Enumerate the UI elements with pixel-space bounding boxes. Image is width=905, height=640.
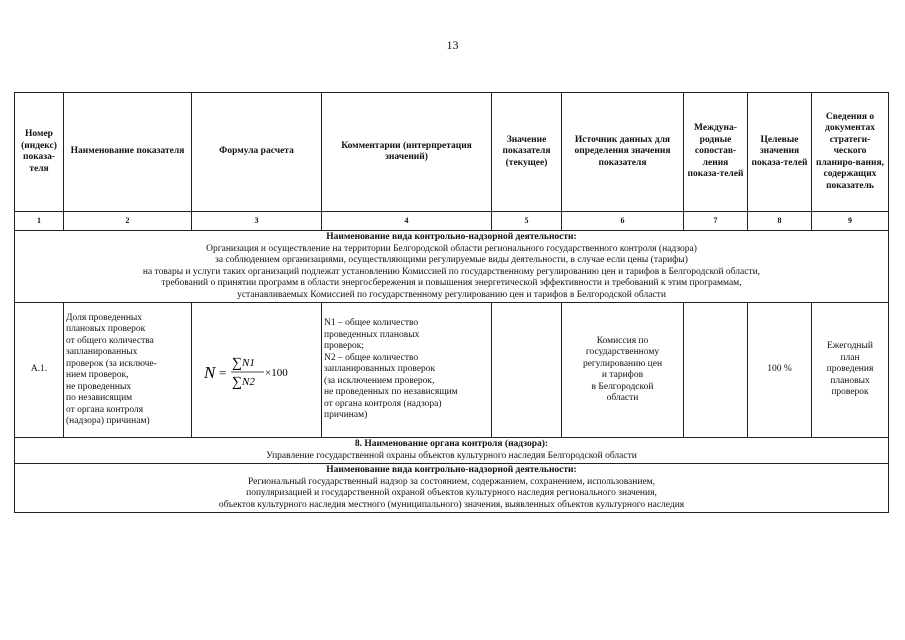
section-line: Управление государственной охраны объектов культурного наследия Белгородской области: [266, 450, 637, 461]
section-line: требований о принятии программ в области энергосбережения и повышения энергетической эффективности и требований к этим программам,: [161, 278, 742, 288]
header-cell: Номер (индекс) показа-теля: [15, 93, 64, 212]
text-line: проверок: [831, 387, 869, 398]
formula-numerator: N1: [241, 357, 255, 369]
text-line: проведения: [826, 364, 874, 375]
section-line: Региональный государственный надзор за состоянием, содержанием, сохранением, использованием,: [247, 476, 656, 487]
section-kind-cell: [15, 231, 889, 303]
text-line: регулированию цен: [582, 358, 663, 369]
header-cell: Комментарии (интерпретация значений): [322, 93, 492, 212]
text-line: от общего количества: [66, 335, 154, 346]
column-number: 6: [562, 212, 684, 231]
planning-documents: [812, 303, 889, 438]
text-line: от органа контроля: [66, 404, 144, 415]
column-number: 3: [192, 212, 322, 231]
section-kind-row: [15, 231, 889, 303]
header-cell: Формула расчета: [192, 93, 322, 212]
text-line: проведенных плановых: [324, 329, 420, 340]
text-line: проверок;: [324, 341, 364, 352]
section-line: популяризацией и государственной охраной объектов культурного наследия регионального значения,: [246, 488, 657, 498]
section-title: Наименование вида контрольно-надзорной деятельности:: [326, 465, 577, 475]
international-comparison: [684, 303, 748, 438]
formula-sum-bottom: ∑: [231, 375, 242, 390]
header-cell: Источник данных для определения значения показателя: [562, 93, 684, 212]
column-number: 1: [15, 212, 64, 231]
target-value: 100 %: [748, 303, 812, 438]
column-number: 2: [64, 212, 192, 231]
text-line: не проведенных: [66, 381, 132, 392]
text-line: (надзора) причинам): [66, 416, 150, 426]
header-cell: Значение показателя (текущее): [492, 93, 562, 212]
text-line: N2 – общее количество: [324, 352, 419, 363]
section-line: объектов культурного наследия местного (муниципального) значения, выявленных объектов культурного наследия: [218, 499, 685, 510]
text-line: от органа контроля (надзора): [324, 398, 442, 409]
header-row: [15, 93, 889, 212]
column-number: 5: [492, 212, 562, 231]
text-line: по независящим: [66, 393, 133, 403]
data-source: [562, 303, 684, 438]
column-number: 8: [748, 212, 812, 231]
header-cell: Сведения о документах стратеги-ческого планиро-вания, содержащих показатель: [812, 93, 889, 212]
section-line: устанавливаемых Комиссией по государственному регулированию цен и тарифов в Белгородской области: [237, 289, 666, 300]
text-line: и тарифов: [601, 370, 644, 380]
formula-lhs: N: [203, 363, 215, 382]
indicator-comment: [322, 303, 492, 438]
formula-eq: =: [218, 365, 226, 380]
header-cell: Наименование показателя: [64, 93, 192, 212]
section-title: Наименование вида контрольно-надзорной деятельности:: [326, 232, 577, 242]
section-line: Организация и осуществление на территории Белгородской области регионального государственного контроля (надзора): [206, 243, 697, 254]
text-line: в Белгородской: [591, 381, 654, 392]
header-cell: Междуна-родные сопостав-ления показа-телей: [684, 93, 748, 212]
control-body-cell: [15, 438, 889, 464]
column-number: 7: [684, 212, 748, 231]
page-number: 13: [446, 38, 459, 52]
text-line: нием проверок,: [66, 370, 129, 380]
column-number: 4: [322, 212, 492, 231]
current-value: [492, 303, 562, 438]
indicator-name: [64, 303, 192, 438]
formula-denominator: N2: [241, 376, 255, 388]
text-line: запланированных: [66, 347, 138, 357]
text-line: плановых проверок: [66, 324, 146, 334]
formula-graphic: [202, 353, 312, 393]
text-line: причинам): [324, 410, 368, 421]
text-line: плановых: [830, 375, 870, 386]
column-number: 9: [812, 212, 889, 231]
text-line: Ежегодный: [827, 341, 873, 352]
section-line: за соблюдением организациями, осуществляющими регулируемые виды деятельности, в случае если цены (тарифы): [215, 255, 688, 265]
text-line: государственному: [585, 347, 660, 357]
text-line: (за исключением проверок,: [324, 375, 435, 386]
formula-multiplier: ×100: [264, 367, 288, 379]
text-line: Доля проведенных: [66, 312, 143, 323]
indicator-index: А.1.: [15, 303, 64, 438]
formula-sum-top: ∑: [231, 356, 242, 371]
text-line: Комиссия по: [596, 335, 649, 346]
text-line: запланированных проверок: [324, 364, 436, 375]
section-kind-row: [15, 464, 889, 513]
section-kind-cell: [15, 464, 889, 513]
text-line: N1 – общее количество: [324, 318, 419, 329]
column-number-row: [15, 212, 889, 231]
indicators-table: [14, 92, 889, 513]
table-row: [15, 303, 889, 438]
control-body-row: [15, 438, 889, 464]
text-line: не проведенных по независящим: [324, 387, 458, 398]
text-line: проверок (за исключе-: [66, 358, 157, 369]
section-title: 8. Наименование органа контроля (надзора):: [354, 439, 549, 449]
text-line: план: [840, 352, 860, 363]
formula-cell: [192, 303, 322, 438]
text-line: области: [606, 393, 639, 403]
header-cell: Целевые значения показа-телей: [748, 93, 812, 212]
section-line: на товары и услуги таких организаций подлежат установлению Комиссией по государственному регулированию цен и тарифов в Белгородской области,: [142, 266, 761, 277]
